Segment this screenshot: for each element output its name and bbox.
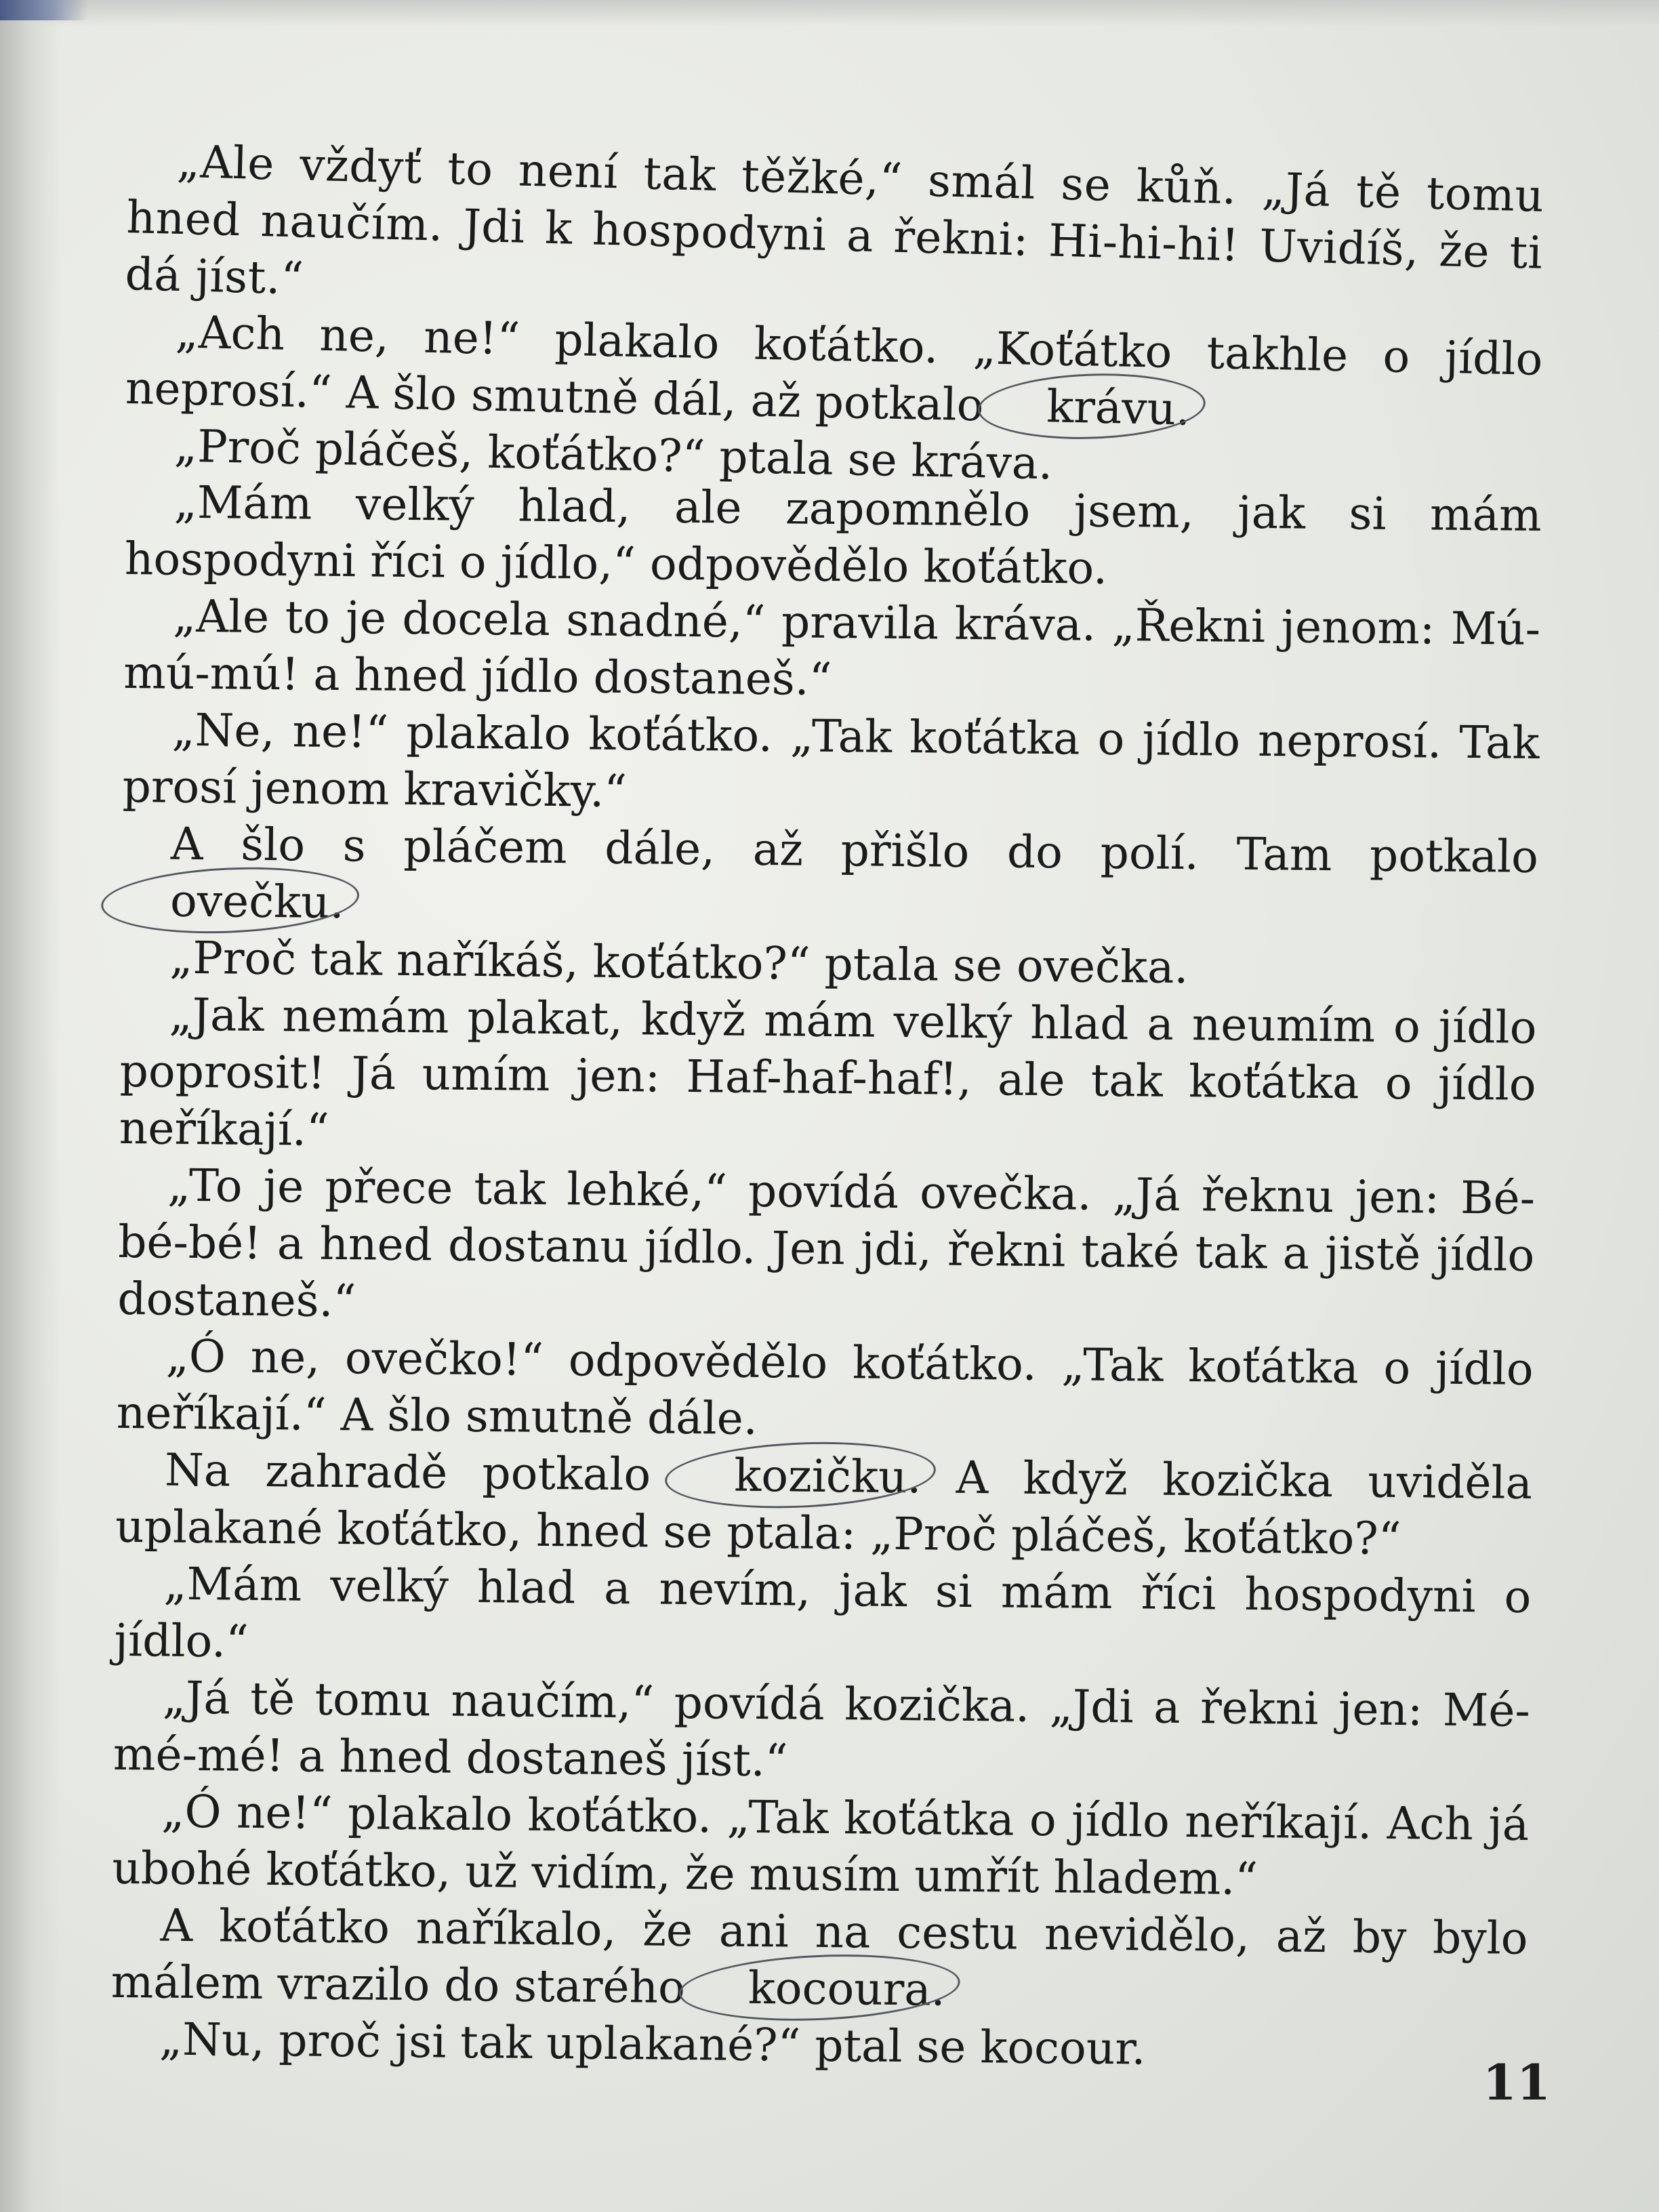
paragraph-text-segment: Na zahradě potkalo <box>164 1443 686 1501</box>
paragraph-text-segment: A šlo s pláčem dále, až přišlo do polí. Tam potkalo <box>170 817 1539 884</box>
circled-word-text: kocoura. <box>747 1961 946 2016</box>
story-paragraph <box>115 1441 1533 1569</box>
circled-word <box>121 872 344 931</box>
story-text-block <box>110 132 1545 2081</box>
paragraph-text-segment: „Ach ne, ne!“ plakalo koťátko. „Koťátko takhle o jídlo neprosí.“ A šlo smutně dál, až potkalo <box>125 306 1544 432</box>
story-paragraph: „Ó ne!“ plakalo koťátko. „Tak koťátka o jídlo neříkají. Ach já ubohé koťátko, už vidím, že musím umřít hladem.“ <box>112 1785 1530 1906</box>
page-number: 11 <box>1482 2053 1551 2111</box>
story-paragraph: „Ale vždyť to není tak těžké,“ smál se kůň. „Já tě tomu hned naučím. Jdi k hospodyni a řekni: Hi-hi-hi! Uvidíš, že ti dá jíst.“ <box>124 135 1545 305</box>
story-paragraph <box>110 1897 1528 2024</box>
story-paragraph: „Mám velký hlad, ale zapomnělo jsem, jak si mám hospodyni říci o jídlo,“ odpovědělo koťátko. <box>124 476 1542 594</box>
circled-word-text: ovečku. <box>169 874 345 929</box>
story-paragraph: „Jak nemám plakat, když mám velký hlad a neumím o jídlo poprosit! Já umím jen: Haf-haf-haf!, ale tak koťátka o jídlo neříkají.“ <box>119 988 1537 1156</box>
story-paragraph: „Proč tak naříkáš, koťátko?“ ptala se ovečka. <box>169 931 1189 994</box>
story-paragraph: „Ne, ne!“ plakalo koťátko. „Tak koťátka o jídlo neprosí. Tak prosí jenom kravičky.“ <box>122 703 1540 818</box>
circled-word-text: krávu. <box>1046 380 1191 436</box>
story-paragraph: „Proč pláčeš, koťátko?“ ptala se kráva. <box>173 419 1053 490</box>
story-paragraph: „Ale to je docela snadné,“ pravila kráva. „Řekni jenom: Mú-mú-mú! a hned jídlo dostaneš.“ <box>123 590 1541 705</box>
story-paragraph: „Mám velký hlad a nevím, jak si mám říci hospodyni o jídlo.“ <box>114 1557 1532 1668</box>
circled-word-text: kozičku. <box>734 1449 922 1504</box>
story-paragraph: „Já tě tomu naučím,“ povídá kozička. „Jdi a řekni jen: Mé-mé-mé! a hned dostaneš jíst.“ <box>112 1671 1531 1787</box>
story-paragraph: „Ó ne, ovečko!“ odpovědělo koťátko. „Tak koťátka o jídlo neříkají.“ A šlo smutně dále. <box>116 1330 1534 1445</box>
story-paragraph: „To je přece tak lehké,“ povídá ovečka. „Já řeknu jen: Bé-bé-bé! a hned dostanu jídlo. Jen jdi, řekni také tak a jistě jídlo dostaneš.“ <box>117 1159 1536 1328</box>
paragraph-text-segment: A koťátko naříkalo, že ani na cestu nevidělo, až by bylo málem vrazilo do starého <box>110 1899 1528 2014</box>
story-paragraph: „Nu, proč jsi tak uplakané?“ ptal se kocour. <box>159 2013 1147 2075</box>
circled-word <box>685 1447 922 1506</box>
story-paragraph <box>121 815 1539 943</box>
circled-word <box>699 1959 945 2018</box>
paragraph-text-segment: A když kozička uviděla uplakané koťátko, hned se ptala: „Proč pláčeš, koťátko?“ <box>115 1451 1533 1565</box>
circled-word <box>998 377 1191 438</box>
